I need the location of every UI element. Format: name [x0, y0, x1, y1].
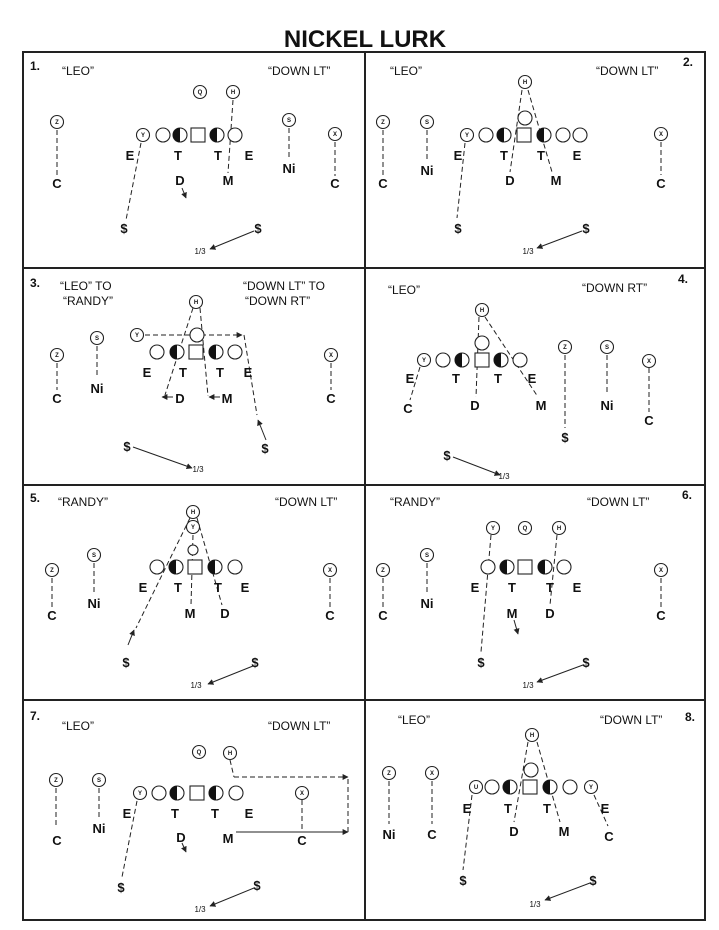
defender-label: E: [572, 580, 582, 595]
offensive-lineman-circle: [188, 545, 198, 555]
offensive-player-letter: H: [227, 751, 233, 757]
offensive-player-letter: S: [96, 778, 102, 784]
offensive-player-circle: [88, 549, 101, 562]
defender-label: Ni: [420, 163, 434, 178]
center-square: [523, 780, 537, 794]
front-call-label: “RANDY”: [58, 495, 108, 509]
offensive-player-circle: [131, 329, 144, 342]
center-square: [188, 560, 202, 574]
center-square: [475, 353, 489, 367]
offensive-player-letter: S: [424, 120, 430, 126]
guard-half-filled-circle: [173, 128, 187, 142]
offensive-player-circle: [383, 767, 396, 780]
offensive-player-letter: Y: [588, 785, 594, 791]
offensive-player-letter: H: [193, 300, 199, 306]
offensive-player-letter: H: [230, 90, 236, 96]
defender-label: E: [600, 801, 610, 816]
offensive-lineman-circle: [556, 128, 570, 142]
defender-label: T: [537, 148, 545, 163]
offensive-player-circle: [421, 116, 434, 129]
guard-half-filled-circle: [170, 786, 184, 800]
movement-arrow: [128, 630, 134, 645]
play-panel-2: [377, 55, 694, 256]
defender-label: $: [459, 873, 467, 888]
play-panel-7: [30, 709, 348, 914]
offensive-lineman-circle: [524, 763, 538, 777]
movement-arrow: [182, 188, 186, 198]
front-call-label: “DOWN LT”: [275, 495, 338, 509]
offensive-lineman-circle: [475, 336, 489, 350]
defender-label: C: [378, 176, 388, 191]
defender-label: Ni: [92, 821, 106, 836]
panel-number: 5.: [30, 491, 41, 505]
play-panel-3: [30, 276, 338, 474]
offensive-player-letter: Q: [522, 526, 528, 532]
offensive-player-circle: [476, 304, 489, 317]
defender-label: $: [253, 878, 261, 893]
defender-label: C: [604, 829, 614, 844]
deep-zone-label: 1/3: [194, 905, 206, 914]
front-call-label: “LEO”: [62, 719, 95, 733]
guard-half-filled-circle: [503, 780, 517, 794]
defender-label: T: [494, 371, 502, 386]
defender-label: $: [117, 880, 125, 895]
front-call-label: “LEO”: [388, 283, 421, 297]
panel-number: 1.: [30, 59, 41, 73]
play-panel-6: [377, 488, 693, 690]
defender-label: D: [545, 606, 555, 621]
defender-label: C: [656, 608, 666, 623]
defender-label: Ni: [420, 596, 434, 611]
offensive-lineman-circle: [481, 560, 495, 574]
offensive-player-letter: H: [529, 733, 535, 739]
offensive-player-circle: [46, 564, 59, 577]
deep-zone-label: 1/3: [192, 465, 204, 474]
defender-label: E: [244, 148, 254, 163]
offensive-player-circle: [190, 296, 203, 309]
offensive-player-circle: [418, 354, 431, 367]
defender-label: T: [174, 580, 182, 595]
center-square: [517, 128, 531, 142]
offensive-player-letter: U: [473, 785, 479, 791]
movement-arrow: [210, 231, 254, 249]
guard-half-filled-circle: [209, 786, 223, 800]
guard-half-filled-circle: [208, 560, 222, 574]
offensive-lineman-circle: [228, 560, 242, 574]
panel-grid: [23, 52, 705, 920]
offensive-player-circle: [470, 781, 483, 794]
front-call-label: “LEO”: [398, 713, 431, 727]
offensive-player-circle: [329, 128, 342, 141]
defender-label: E: [240, 580, 250, 595]
front-call-label: “RANDY”: [390, 495, 440, 509]
defender-label: D: [470, 398, 480, 413]
deep-zone-label: 1/3: [498, 472, 510, 481]
defender-label: $: [443, 448, 451, 463]
front-call-label: “LEO”: [390, 64, 423, 78]
offensive-player-circle: [51, 116, 64, 129]
offensive-player-circle: [526, 729, 539, 742]
guard-half-filled-circle: [455, 353, 469, 367]
defender-label: E: [453, 148, 463, 163]
defender-label: E: [462, 801, 472, 816]
offensive-player-circle: [487, 522, 500, 535]
defender-label: T: [504, 801, 512, 816]
offensive-player-circle: [91, 332, 104, 345]
offensive-player-letter: Y: [490, 526, 496, 532]
offensive-lineman-circle: [228, 128, 242, 142]
front-call-label: “RANDY”: [63, 294, 113, 308]
offensive-lineman-circle: [513, 353, 527, 367]
guard-half-filled-circle: [543, 780, 557, 794]
deep-zone-label: 1/3: [522, 247, 534, 256]
offensive-lineman-circle: [485, 780, 499, 794]
offensive-player-circle: [426, 767, 439, 780]
defender-label: M: [506, 606, 518, 621]
offensive-player-letter: S: [424, 553, 430, 559]
defender-label: Ni: [382, 827, 396, 842]
offensive-player-circle: [519, 522, 532, 535]
front-call-label: “LEO” TO: [60, 279, 112, 293]
offensive-player-letter: X: [658, 568, 664, 574]
offensive-player-letter: Z: [563, 345, 567, 351]
defender-label: E: [470, 580, 480, 595]
guard-half-filled-circle: [210, 128, 224, 142]
defender-label: T: [543, 801, 551, 816]
offensive-player-circle: [519, 76, 532, 89]
offensive-player-letter: S: [286, 118, 292, 124]
offensive-player-letter: Y: [140, 133, 146, 139]
defender-label: C: [427, 827, 437, 842]
offensive-lineman-circle: [229, 786, 243, 800]
panel-number: 3.: [30, 276, 41, 290]
center-square: [191, 128, 205, 142]
offensive-player-circle: [643, 355, 656, 368]
offensive-player-circle: [227, 86, 240, 99]
play-panel-5: [30, 491, 337, 690]
offensive-player-letter: X: [646, 359, 652, 365]
movement-arrow: [537, 231, 582, 248]
movement-arrow: [453, 457, 500, 475]
offensive-player-circle: [187, 506, 200, 519]
offensive-player-circle: [224, 747, 237, 760]
defender-label: M: [184, 606, 196, 621]
coverage-route-line: [481, 535, 491, 652]
play-panel-8: [383, 710, 696, 909]
defender-label: E: [244, 806, 254, 821]
sheet-title: NICKEL LURK: [283, 26, 447, 53]
center-square: [189, 345, 203, 359]
offensive-player-letter: X: [327, 568, 333, 574]
center-square: [190, 786, 204, 800]
panel-number: 2.: [682, 55, 693, 69]
offensive-player-circle: [137, 129, 150, 142]
defender-label: D: [509, 824, 519, 839]
offensive-lineman-circle: [563, 780, 577, 794]
defender-label: E: [125, 148, 135, 163]
defender-label: E: [572, 148, 582, 163]
defender-label: $: [561, 430, 569, 445]
defender-label: Ni: [87, 596, 101, 611]
offensive-player-letter: Q: [197, 90, 203, 96]
defender-label: E: [243, 365, 253, 380]
defender-label: M: [222, 173, 234, 188]
offensive-lineman-circle: [436, 353, 450, 367]
offensive-player-letter: Z: [55, 120, 59, 126]
panel-number: 8.: [684, 710, 695, 724]
offensive-player-letter: Z: [381, 568, 385, 574]
offensive-player-letter: Y: [421, 358, 427, 364]
offensive-player-circle: [325, 349, 338, 362]
defender-label: M: [222, 831, 234, 846]
defender-label: T: [211, 806, 219, 821]
movement-arrow: [514, 620, 518, 634]
movement-arrow: [258, 420, 266, 440]
defender-label: $: [123, 439, 131, 454]
offensive-player-letter: X: [332, 132, 338, 138]
defender-label: $: [589, 873, 597, 888]
panel-number: 4.: [677, 272, 688, 286]
movement-arrow: [545, 883, 590, 900]
defender-label: T: [546, 580, 554, 595]
offensive-player-circle: [601, 341, 614, 354]
offensive-lineman-circle: [150, 560, 164, 574]
guard-half-filled-circle: [537, 128, 551, 142]
offensive-lineman-circle: [156, 128, 170, 142]
defender-label: T: [174, 148, 182, 163]
movement-arrow: [208, 666, 253, 684]
movement-arrow: [537, 665, 583, 682]
defender-label: C: [644, 413, 654, 428]
coverage-route-line: [230, 760, 234, 777]
panel-number: 6.: [681, 488, 692, 502]
defender-label: C: [656, 176, 666, 191]
defender-label: C: [403, 401, 413, 416]
front-call-label: “DOWN RT”: [245, 294, 311, 308]
defender-label: $: [477, 655, 485, 670]
offensive-player-circle: [421, 549, 434, 562]
defender-label: T: [216, 365, 224, 380]
guard-half-filled-circle: [170, 345, 184, 359]
defender-label: E: [138, 580, 148, 595]
defender-label: D: [505, 173, 515, 188]
offensive-lineman-circle: [518, 111, 532, 125]
defender-label: Ni: [600, 398, 614, 413]
defender-label: $: [454, 221, 462, 236]
offensive-player-letter: S: [91, 553, 97, 559]
offensive-player-circle: [377, 564, 390, 577]
guard-half-filled-circle: [538, 560, 552, 574]
deep-zone-label: 1/3: [190, 681, 202, 690]
offensive-player-circle: [553, 522, 566, 535]
offensive-player-circle: [585, 781, 598, 794]
defender-label: $: [251, 655, 259, 670]
offensive-lineman-circle: [152, 786, 166, 800]
offensive-player-letter: H: [556, 526, 562, 532]
offensive-player-letter: S: [94, 336, 100, 342]
defender-label: E: [527, 371, 537, 386]
defender-label: C: [378, 608, 388, 623]
defender-label: T: [214, 148, 222, 163]
offensive-player-circle: [187, 521, 200, 534]
defender-label: D: [175, 391, 185, 406]
offensive-player-letter: Y: [134, 333, 140, 339]
offensive-player-letter: Z: [387, 771, 391, 777]
offensive-player-letter: Y: [190, 525, 196, 531]
offensive-player-circle: [51, 349, 64, 362]
front-call-label: “DOWN LT”: [600, 713, 663, 727]
defender-label: C: [325, 608, 335, 623]
defender-label: D: [175, 173, 185, 188]
defender-label: M: [550, 173, 562, 188]
offensive-lineman-circle: [573, 128, 587, 142]
defender-label: T: [452, 371, 460, 386]
defender-label: T: [179, 365, 187, 380]
defender-label: M: [558, 824, 570, 839]
defender-label: C: [47, 608, 57, 623]
offensive-player-circle: [283, 114, 296, 127]
guard-half-filled-circle: [169, 560, 183, 574]
defender-label: D: [220, 606, 230, 621]
offensive-player-letter: H: [479, 308, 485, 314]
defender-label: C: [330, 176, 340, 191]
guard-half-filled-circle: [494, 353, 508, 367]
defender-label: $: [122, 655, 130, 670]
defender-label: C: [297, 833, 307, 848]
defender-label: $: [582, 655, 590, 670]
defender-label: E: [122, 806, 132, 821]
deep-zone-label: 1/3: [194, 247, 206, 256]
defender-label: T: [214, 580, 222, 595]
defender-label: C: [52, 391, 62, 406]
offensive-player-circle: [655, 128, 668, 141]
front-call-label: “DOWN LT”: [268, 64, 331, 78]
offensive-player-letter: X: [328, 353, 334, 359]
offensive-player-letter: Z: [381, 120, 385, 126]
guard-half-filled-circle: [209, 345, 223, 359]
defender-label: C: [52, 176, 62, 191]
defender-label: T: [508, 580, 516, 595]
offensive-player-letter: H: [522, 80, 528, 86]
movement-arrow: [210, 888, 254, 906]
deep-zone-label: 1/3: [529, 900, 541, 909]
defender-label: T: [500, 148, 508, 163]
deep-zone-label: 1/3: [522, 681, 534, 690]
defender-label: $: [582, 221, 590, 236]
defender-label: E: [142, 365, 152, 380]
play-panel-4: [388, 272, 688, 481]
offensive-player-letter: Q: [196, 750, 202, 756]
center-square: [518, 560, 532, 574]
defender-label: Ni: [90, 381, 104, 396]
offensive-player-letter: Y: [137, 791, 143, 797]
movement-arrow: [133, 447, 192, 468]
front-call-label: “DOWN LT”: [268, 719, 331, 733]
play-panel-1: [30, 59, 342, 256]
offensive-player-circle: [193, 746, 206, 759]
front-call-label: “DOWN LT”: [596, 64, 659, 78]
offensive-player-letter: X: [658, 132, 664, 138]
offensive-player-letter: Y: [464, 133, 470, 139]
offensive-lineman-circle: [228, 345, 242, 359]
panel-number: 7.: [30, 709, 41, 723]
offensive-player-circle: [296, 787, 309, 800]
defender-label: M: [535, 398, 547, 413]
offensive-player-circle: [134, 787, 147, 800]
front-call-label: “DOWN LT”: [587, 495, 650, 509]
offensive-player-letter: Z: [55, 353, 59, 359]
defender-label: C: [326, 391, 336, 406]
front-call-label: “DOWN LT” TO: [243, 279, 325, 293]
defender-label: C: [52, 833, 62, 848]
coverage-route-line: [136, 518, 190, 628]
offensive-lineman-circle: [190, 328, 204, 342]
offensive-player-circle: [93, 774, 106, 787]
offensive-player-letter: S: [604, 345, 610, 351]
offensive-player-letter: H: [190, 510, 196, 516]
defender-label: $: [120, 221, 128, 236]
defender-label: E: [405, 371, 415, 386]
front-call-label: “LEO”: [62, 64, 95, 78]
offensive-player-circle: [655, 564, 668, 577]
offensive-lineman-circle: [557, 560, 571, 574]
offensive-player-letter: Z: [50, 568, 54, 574]
offensive-player-letter: Z: [54, 778, 58, 784]
offensive-player-circle: [50, 774, 63, 787]
offensive-lineman-circle: [150, 345, 164, 359]
defender-label: $: [261, 441, 269, 456]
offensive-player-letter: X: [429, 771, 435, 777]
offensive-lineman-circle: [479, 128, 493, 142]
offensive-player-circle: [377, 116, 390, 129]
guard-half-filled-circle: [500, 560, 514, 574]
offensive-player-circle: [461, 129, 474, 142]
defender-label: T: [171, 806, 179, 821]
defender-label: Ni: [282, 161, 296, 176]
offensive-player-circle: [324, 564, 337, 577]
defender-label: M: [221, 391, 233, 406]
defender-label: D: [176, 830, 186, 845]
defender-label: $: [254, 221, 262, 236]
front-call-label: “DOWN RT”: [582, 281, 648, 295]
offensive-player-letter: X: [299, 791, 305, 797]
offensive-player-circle: [559, 341, 572, 354]
offensive-player-circle: [194, 86, 207, 99]
guard-half-filled-circle: [497, 128, 511, 142]
